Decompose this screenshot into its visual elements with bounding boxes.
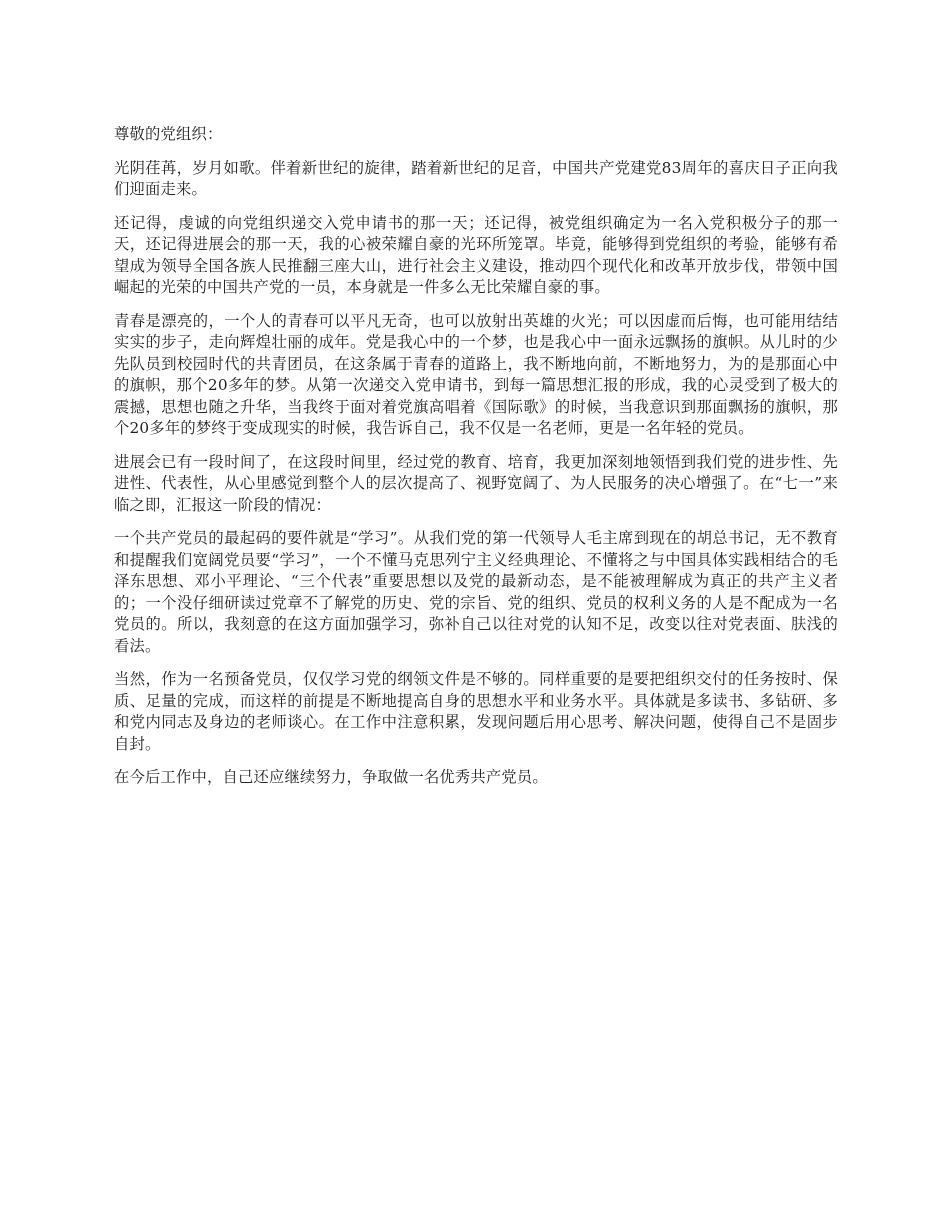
paragraph-4: 进展会已有一段时间了，在这段时间里，经过党的教育、培育，我更加深刻地领悟到我们党的进步性、先进性、代表性，从心里感觉到整个人的层次提高了、视野宽阔了、为人民服务的决心增强了。在“七一”来临之即，汇报这一阶段的情况： xyxy=(114,452,838,514)
paragraph-3: 青春是漂亮的，一个人的青春可以平凡无奇，也可以放射出英雄的火光；可以因虚而后悔，也可能用结结实实的步子，走向辉煌壮丽的成年。党是我心中的一个梦，也是我心中一面永远飘扬的旗帜。从儿时的少先队员到校园时代的共青团员，在这条属于青春的道路上，我不断地向前，不断地努力，为的是那面心中的旗帜，那个20多年的梦。从第一次递交入党申请书，到每一篇思想汇报的形成，我的心灵受到了极大的震撼，思想也随之升华，当我终于面对着党旗高唱着《国际歌》的时候，当我意识到那面飘扬的旗帜，那个20多年的梦终于变成现实的时候，我告诉自己，我不仅是一名老师，更是一名年轻的党员。 xyxy=(114,311,838,437)
paragraph-5: 一个共产党员的最起码的要件就是“学习”。从我们党的第一代领导人毛主席到现在的胡总书记，无不教育和提醒我们宽阔党员要“学习”，一个不懂马克思列宁主义经典理论、不懂将之与中国具体实践相结合的毛泽东思想、邓小平理论、“三个代表”重要思想以及党的最新动态，是不能被理解成为真正的共产主义者的；一个没仔细研读过党章不了解党的历史、党的宗旨、党的组织、党员的权利义务的人是不配成为一名党员的。所以，我刻意的在这方面加强学习，弥补自己以往对党的认知不足，改变以往对党表面、肤浅的看法。 xyxy=(114,529,838,655)
paragraph-7: 在今后工作中，自己还应继续努力，争取做一名优秀共产党员。 xyxy=(114,768,548,786)
paragraph-1: 光阴荏苒，岁月如歌。伴着新世纪的旋律，踏着新世纪的足音，中国共产党建党83周年的喜庆日子正向我们迎面走来。 xyxy=(114,158,838,198)
paragraph-6: 当然，作为一名预备党员，仅仅学习党的纲领文件是不够的。同样重要的是要把组织交付的任务按时、保质、足量的完成，而这样的前提是不断地提高自身的思想水平和业务水平。具体就是多读书、多钻研、多和党内同志及身边的老师谈心。在工作中注意积累，发现问题后用心思考、解决问题，使得自己不是固步自封。 xyxy=(114,670,838,753)
paragraph-2: 还记得，虔诚的向党组织递交入党申请书的那一天；还记得，被党组织确定为一名入党积极分子的那一天，还记得进展会的那一天，我的心被荣耀自豪的光环所笼罩。毕竟，能够得到党组织的考验，能够有希望成为领导全国各族人民推翻三座大山，进行社会主义建设，推动四个现代化和改革开放步伐，带领中国崛起的光荣的中国共产党的一员，本身就是一件多么无比荣耀自豪的事。 xyxy=(114,213,838,296)
salutation: 尊敬的党组织： xyxy=(114,125,223,143)
document-body xyxy=(114,124,838,801)
